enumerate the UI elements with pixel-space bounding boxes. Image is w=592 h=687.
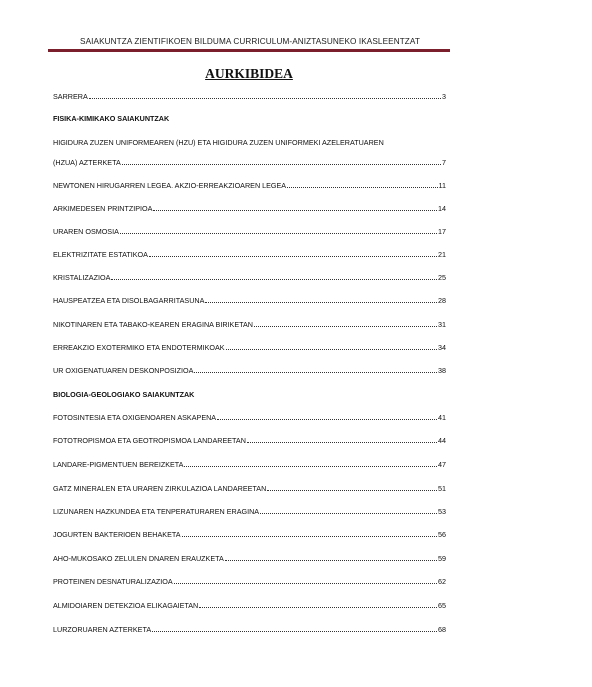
toc-entry-label: ARKIMEDESEN PRINTZIPIOA bbox=[53, 204, 153, 213]
toc-entry-page: 65 bbox=[438, 601, 446, 610]
leader-dots bbox=[260, 507, 437, 514]
toc-entry[interactable] bbox=[53, 250, 446, 259]
toc-entry-page: 59 bbox=[438, 554, 446, 563]
toc-entry-label: UR OXIGENATUAREN DESKONPOSIZIOA bbox=[53, 366, 194, 375]
toc-entry-page: 38 bbox=[438, 366, 446, 375]
header-rule bbox=[48, 49, 450, 52]
leader-dots bbox=[287, 181, 437, 188]
toc-title: AURKIBIDEA bbox=[205, 66, 293, 81]
toc-entry-label: SARRERA bbox=[53, 92, 88, 101]
toc-entry-label: FOTOTROPISMOA ETA GEOTROPISMOA LANDAREETAN bbox=[53, 436, 246, 445]
leader-dots bbox=[184, 460, 437, 467]
section-heading: FISIKA-KIMIKAKO SAIAKUNTZAK bbox=[53, 114, 170, 123]
leader-dots bbox=[194, 366, 437, 373]
toc-entry[interactable] bbox=[53, 460, 446, 469]
running-header: SAIAKUNTZA ZIENTIFIKOEN BILDUMA CURRICULUM-ANIZTASUNEKO IKASLEENTZAT bbox=[80, 37, 420, 46]
leader-dots bbox=[267, 484, 437, 491]
toc-entry[interactable] bbox=[53, 181, 446, 190]
toc-entry-label: LIZUNAREN HAZKUNDEA ETA TENPERATURAREN ERAGINA bbox=[53, 507, 260, 516]
toc-entry-page: 11 bbox=[438, 181, 446, 190]
toc-entry-label: FOTOSINTESIA ETA OXIGENOAREN ASKAPENA bbox=[53, 413, 217, 422]
toc-entry-page: 53 bbox=[438, 507, 446, 516]
leader-dots bbox=[247, 436, 437, 443]
leader-dots bbox=[122, 158, 441, 165]
toc-entry-label: LANDARE-PIGMENTUEN BEREIZKETA bbox=[53, 460, 184, 469]
toc-entry-label: HIGIDURA ZUZEN UNIFORMEAREN (HZU) ETA HIGIDURA ZUZEN UNIFORMEKI AZELERATUAREN bbox=[53, 138, 384, 147]
toc-entry-label: NEWTONEN HIRUGARREN LEGEA. AKZIO-ERREAKZIOAREN LEGEA bbox=[53, 181, 287, 190]
leader-dots bbox=[152, 625, 437, 632]
toc-entry[interactable] bbox=[53, 625, 446, 634]
toc-entry-page: 51 bbox=[438, 484, 446, 493]
toc-entry[interactable] bbox=[53, 366, 446, 375]
toc-entry[interactable] bbox=[53, 507, 446, 516]
toc-entry[interactable] bbox=[53, 273, 446, 282]
toc-entry[interactable] bbox=[53, 413, 446, 422]
toc-entry-page: 14 bbox=[438, 204, 446, 213]
toc-entry-page: 3 bbox=[442, 92, 446, 101]
leader-dots bbox=[217, 413, 437, 420]
toc-entry-page: 68 bbox=[438, 625, 446, 634]
toc-entry[interactable] bbox=[53, 601, 446, 610]
leader-dots bbox=[205, 296, 437, 303]
leader-dots bbox=[149, 250, 437, 257]
toc-entry[interactable] bbox=[53, 530, 446, 539]
leader-dots bbox=[254, 320, 437, 327]
toc-entry-label: JOGURTEN BAKTERIOEN BEHAKETA bbox=[53, 530, 181, 539]
leader-dots bbox=[89, 92, 441, 99]
toc-entry-label: (HZUA) AZTERKETA bbox=[53, 158, 121, 167]
leader-dots bbox=[199, 601, 437, 608]
toc-entry-label: GATZ MINERALEN ETA URAREN ZIRKULAZIOA LANDAREETAN bbox=[53, 484, 267, 493]
toc-entry-label: PROTEINEN DESNATURALIZAZIOA bbox=[53, 577, 173, 586]
toc-entry[interactable] bbox=[53, 320, 446, 329]
toc-entry-label: LURZORUAREN AZTERKETA bbox=[53, 625, 152, 634]
leader-dots bbox=[225, 554, 437, 561]
toc-entry-label: HAUSPEATZEA ETA DISOLBAGARRITASUNA bbox=[53, 296, 205, 305]
toc-entry-label: KRISTALIZAZIOA bbox=[53, 273, 111, 282]
leader-dots bbox=[120, 227, 437, 234]
toc-entry[interactable] bbox=[53, 296, 446, 305]
toc-entry-label: AHO-MUKOSAKO ZELULEN DNAREN ERAUZKETA bbox=[53, 554, 224, 563]
leader-dots bbox=[153, 204, 437, 211]
section-heading: BIOLOGIA-GEOLOGIAKO SAIAKUNTZAK bbox=[53, 390, 195, 399]
toc-entry-page: 41 bbox=[438, 413, 446, 422]
toc-entry-page: 28 bbox=[438, 296, 446, 305]
toc-entry-page: 34 bbox=[438, 343, 446, 352]
toc-entry[interactable] bbox=[53, 484, 446, 493]
toc-entry-page: 62 bbox=[438, 577, 446, 586]
toc-entry[interactable] bbox=[53, 92, 446, 101]
leader-dots bbox=[226, 343, 437, 350]
toc-entry-page: 47 bbox=[438, 460, 446, 469]
toc-entry-label: URAREN OSMOSIA bbox=[53, 227, 119, 236]
toc-entry[interactable] bbox=[53, 554, 446, 563]
toc-entry[interactable] bbox=[53, 343, 446, 352]
toc-entry-page: 56 bbox=[438, 530, 446, 539]
toc-entry-label: ALMIDOIAREN DETEKZIOA ELIKAGAIETAN bbox=[53, 601, 199, 610]
leader-dots bbox=[111, 273, 437, 280]
toc-entry-page: 17 bbox=[438, 227, 446, 236]
toc-entry-page: 44 bbox=[438, 436, 446, 445]
toc-entry[interactable] bbox=[53, 158, 446, 167]
toc-entry-page: 21 bbox=[438, 250, 446, 259]
toc-entry-page: 7 bbox=[442, 158, 446, 167]
toc-entry[interactable] bbox=[53, 204, 446, 213]
leader-dots bbox=[182, 530, 437, 537]
toc-entry-label: NIKOTINAREN ETA TABAKO-KEAREN ERAGINA BIRIKETAN bbox=[53, 320, 253, 329]
toc-entry-label: ERREAKZIO EXOTERMIKO ETA ENDOTERMIKOAK bbox=[53, 343, 225, 352]
toc-entry-page: 31 bbox=[438, 320, 446, 329]
toc-entry[interactable] bbox=[53, 436, 446, 445]
leader-dots bbox=[174, 577, 437, 584]
toc-entry[interactable] bbox=[53, 227, 446, 236]
toc-entry-page: 25 bbox=[438, 273, 446, 282]
toc-entry[interactable] bbox=[53, 577, 446, 586]
toc-entry-label: ELEKTRIZITATE ESTATIKOA bbox=[53, 250, 148, 259]
